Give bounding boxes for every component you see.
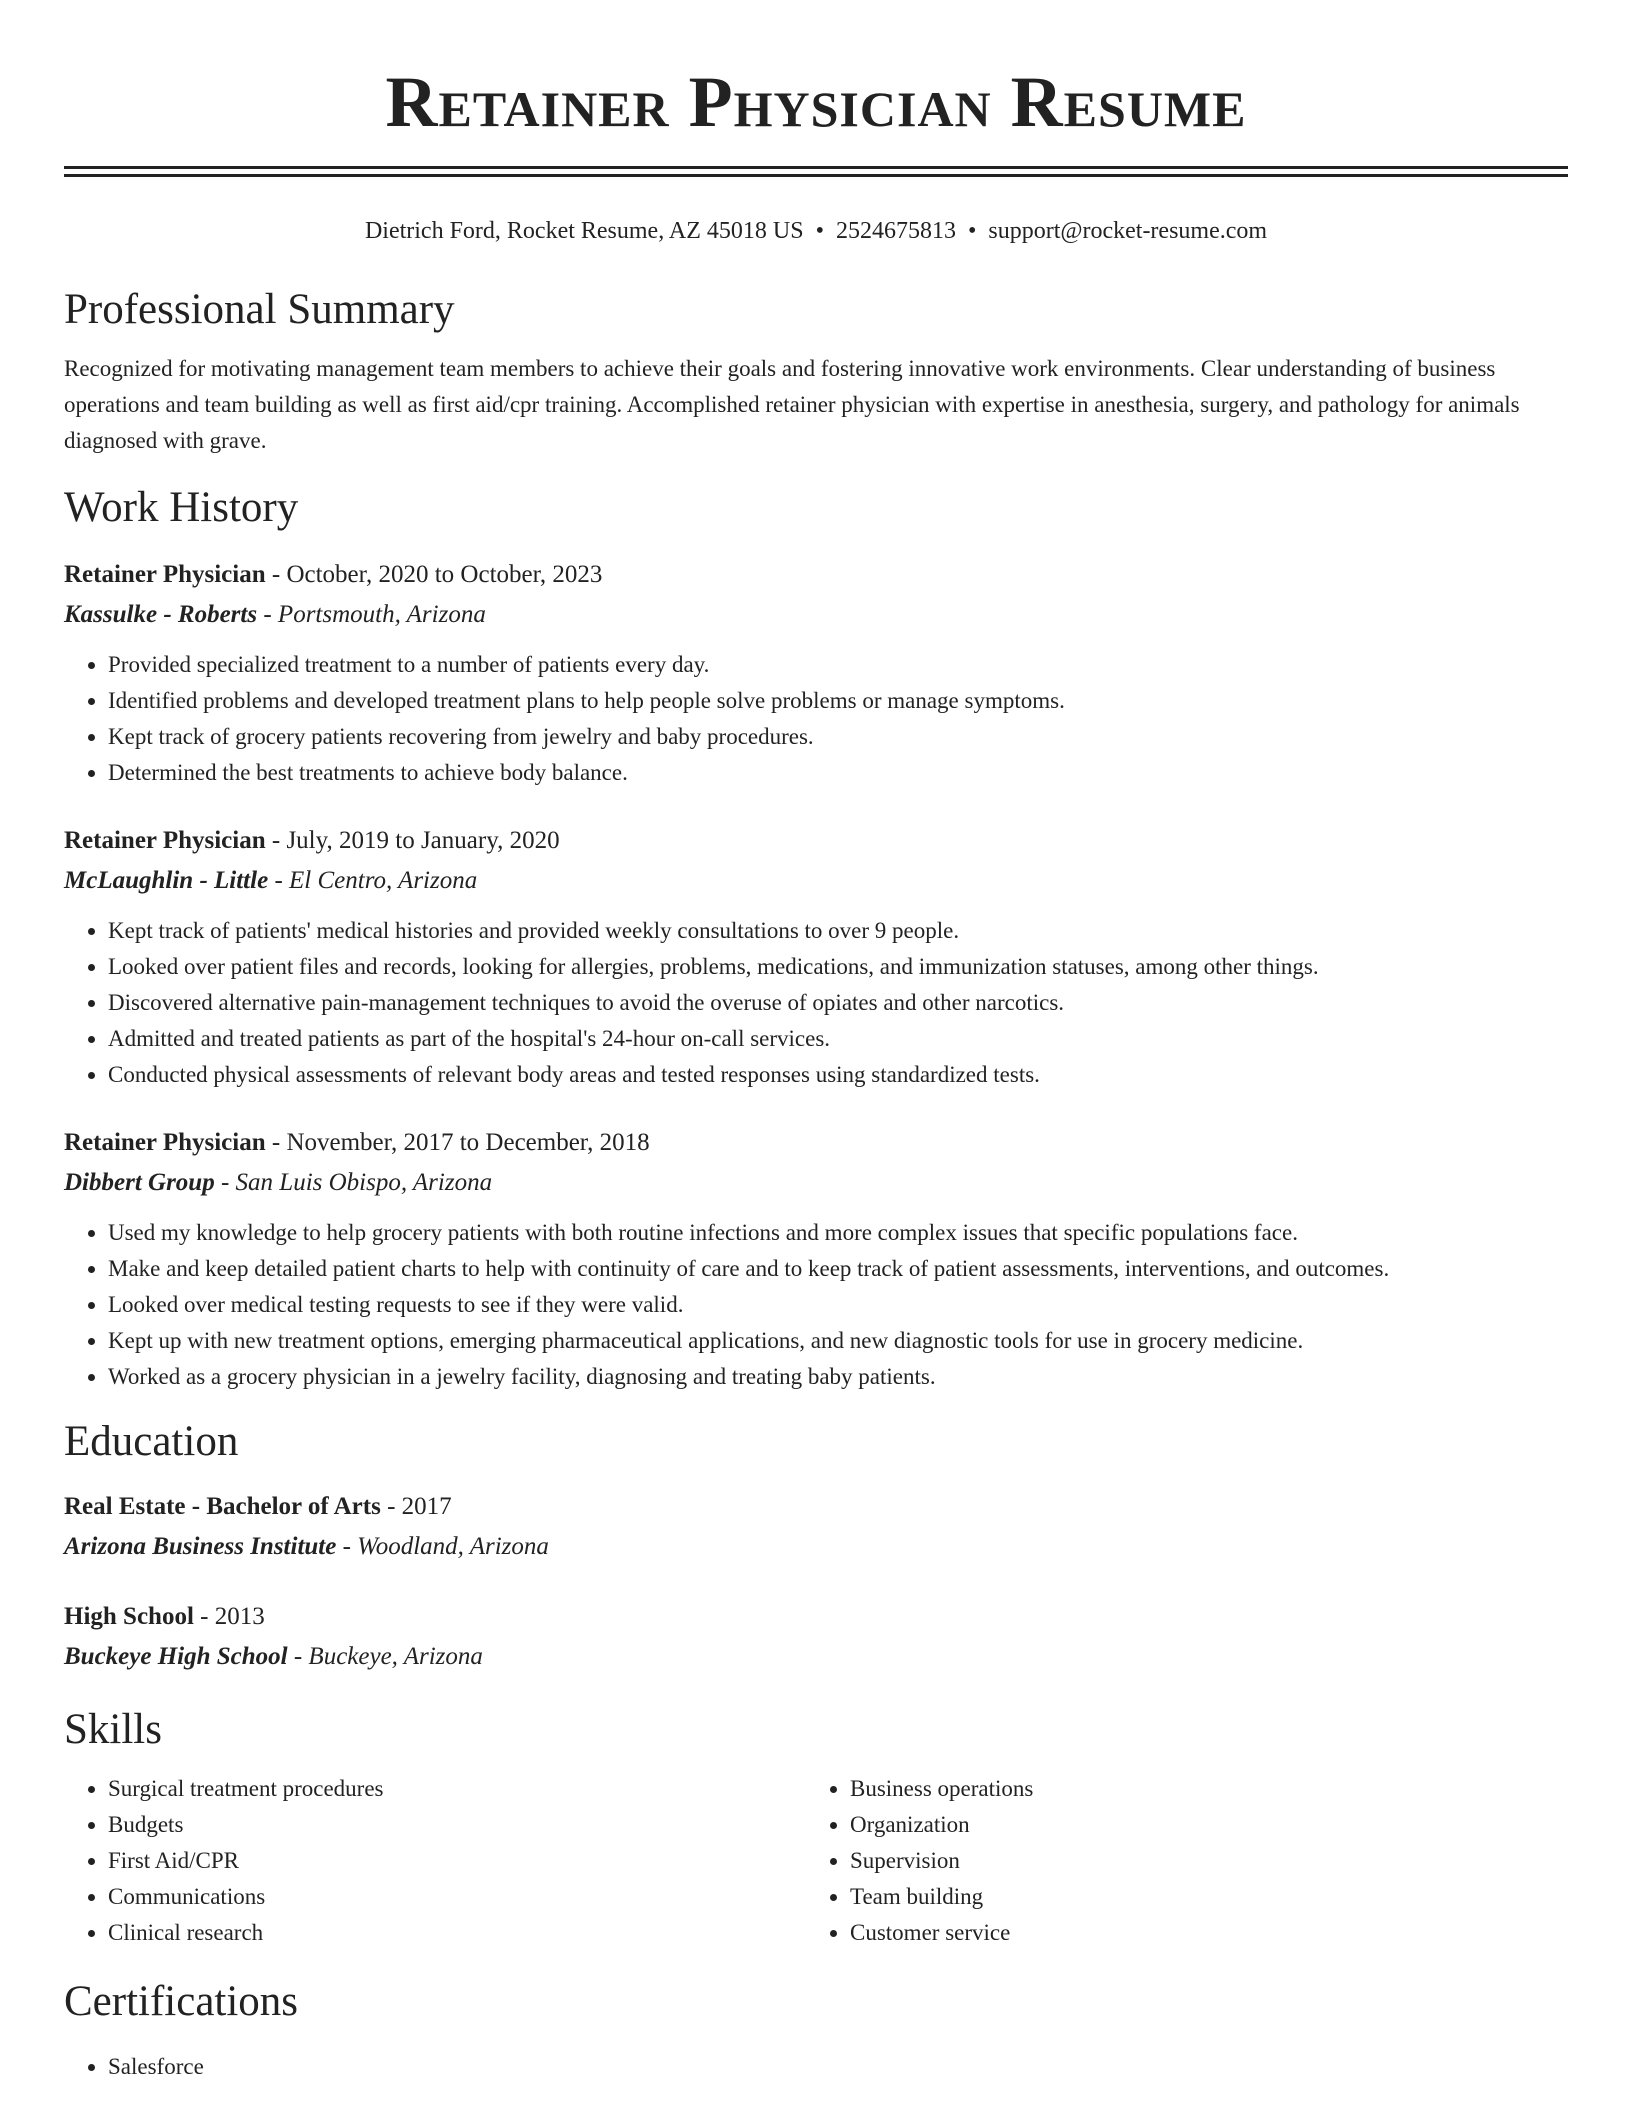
job-bullet: • Kept track of patients' medical histories and provided weekly consultations to over 9 people. xyxy=(108,913,1568,949)
job-bullet: • Used my knowledge to help grocery patients with both routine infections and more complex issues that specific populations face. xyxy=(108,1215,1568,1251)
job-company: McLaughlin - Little xyxy=(64,867,269,894)
job-title-line xyxy=(64,821,1568,861)
job-entry xyxy=(64,821,1568,1093)
job-company-line xyxy=(64,1163,1568,1203)
education-location: - Woodland, Arizona xyxy=(336,1533,549,1560)
job-bullet: • Looked over patient files and records, looking for allergies, problems, medications, and immunization statuses, among other things. xyxy=(108,949,1568,985)
education-year: - 2013 xyxy=(193,1603,265,1630)
skills-list-left xyxy=(64,1771,806,1951)
work-history-heading: Work History xyxy=(64,484,299,531)
skill-item: • Business operations xyxy=(850,1771,1548,1807)
job-bullet: • Conducted physical assessments of relevant body areas and tested responses using standardized tests. xyxy=(108,1057,1568,1093)
education-school-line xyxy=(64,1527,1568,1567)
skills-list-right xyxy=(806,1771,1548,1951)
job-entry xyxy=(64,555,1568,791)
certifications-heading: Certifications xyxy=(64,1978,299,2025)
skill-item: • Clinical research xyxy=(108,1915,806,1951)
education-entry xyxy=(64,1487,1568,1567)
skill-item: • Organization xyxy=(850,1807,1548,1843)
education-degree: Real Estate - Bachelor of Arts xyxy=(64,1493,381,1520)
job-bullet: • Make and keep detailed patient charts to help with continuity of care and to keep track of patient assessments, interventions, and outcomes. xyxy=(108,1251,1568,1287)
job-company-line xyxy=(64,595,1568,635)
job-dates: - November, 2017 to December, 2018 xyxy=(265,1129,650,1156)
education-year: - 2017 xyxy=(380,1493,452,1520)
skill-item: • Budgets xyxy=(108,1807,806,1843)
education-location: - Buckeye, Arizona xyxy=(287,1643,483,1670)
job-company-line xyxy=(64,861,1568,901)
education-degree-line xyxy=(64,1597,1568,1637)
skill-item: • First Aid/CPR xyxy=(108,1843,806,1879)
job-title-line xyxy=(64,555,1568,595)
education-school-line xyxy=(64,1637,1568,1677)
job-bullet: • Admitted and treated patients as part of the hospital's 24-hour on-call services. xyxy=(108,1021,1568,1057)
job-bullet: • Looked over medical testing requests to see if they were valid. xyxy=(108,1287,1568,1323)
certifications-list xyxy=(64,2049,1568,2085)
job-bullet: • Discovered alternative pain-management techniques to avoid the overuse of opiates and other narcotics. xyxy=(108,985,1568,1021)
job-location: - Portsmouth, Arizona xyxy=(257,601,486,628)
contact-separator: • xyxy=(967,218,977,244)
job-title: Retainer Physician xyxy=(64,1129,266,1156)
education-degree: High School xyxy=(64,1603,194,1630)
contact-phone: 2524675813 xyxy=(835,218,956,244)
summary-text: Recognized for motivating management team members to achieve their goals and fostering innovative work environments. Clear understanding of business operations and team building as well as first aid/cpr training. Accomplished retainer physician with expertise in anesthesia, surgery, and pathology for animals diagnosed with grave. xyxy=(64,356,1520,453)
contact-separator: • xyxy=(815,218,824,244)
title-double-rule xyxy=(64,166,1568,177)
job-bullets xyxy=(64,647,1568,791)
job-location: - San Luis Obispo, Arizona xyxy=(214,1169,493,1196)
education-heading: Education xyxy=(64,1418,239,1465)
skill-item: • Communications xyxy=(108,1879,806,1915)
certification-item: • Salesforce xyxy=(108,2049,1568,2085)
job-dates: - October, 2020 to October, 2023 xyxy=(265,561,603,588)
job-bullets xyxy=(64,1215,1568,1395)
job-bullet: • Kept up with new treatment options, emerging pharmaceutical applications, and new diagnostic tools for use in grocery medicine. xyxy=(108,1323,1568,1359)
education-entry xyxy=(64,1597,1568,1677)
job-company: Kassulke - Roberts xyxy=(64,601,258,628)
skills-heading: Skills xyxy=(64,1706,162,1753)
skill-item: • Supervision xyxy=(850,1843,1548,1879)
contact-email: support@rocket-resume.com xyxy=(988,218,1268,244)
contact-address: Dietrich Ford, Rocket Resume, AZ 45018 US xyxy=(364,218,804,244)
job-bullet: • Identified problems and developed treatment plans to help people solve problems or manage symptoms. xyxy=(108,683,1568,719)
education-degree-line xyxy=(64,1487,1568,1527)
job-title: Retainer Physician xyxy=(64,827,266,854)
job-title-line xyxy=(64,1123,1568,1163)
job-dates: - July, 2019 to January, 2020 xyxy=(265,827,560,854)
job-bullet: • Kept track of grocery patients recovering from jewelry and baby procedures. xyxy=(108,719,1568,755)
skill-item: • Surgical treatment procedures xyxy=(108,1771,806,1807)
job-bullet: • Worked as a grocery physician in a jewelry facility, diagnosing and treating baby patients. xyxy=(108,1359,1568,1395)
job-bullet: • Provided specialized treatment to a number of patients every day. xyxy=(108,647,1568,683)
contact-line xyxy=(64,215,1568,247)
job-company: Dibbert Group xyxy=(64,1169,215,1196)
resume-title: Retainer Physician Resume xyxy=(385,62,1247,142)
job-location: - El Centro, Arizona xyxy=(268,867,478,894)
skill-item: • Team building xyxy=(850,1879,1548,1915)
job-entry xyxy=(64,1123,1568,1395)
education-school: Arizona Business Institute xyxy=(64,1533,337,1560)
skills-columns xyxy=(64,1771,1568,1951)
skill-item: • Customer service xyxy=(850,1915,1548,1951)
job-title: Retainer Physician xyxy=(64,561,266,588)
summary-heading: Professional Summary xyxy=(64,286,455,333)
job-bullet: • Determined the best treatments to achieve body balance. xyxy=(108,755,1568,791)
education-school: Buckeye High School xyxy=(64,1643,288,1670)
job-bullets xyxy=(64,913,1568,1093)
